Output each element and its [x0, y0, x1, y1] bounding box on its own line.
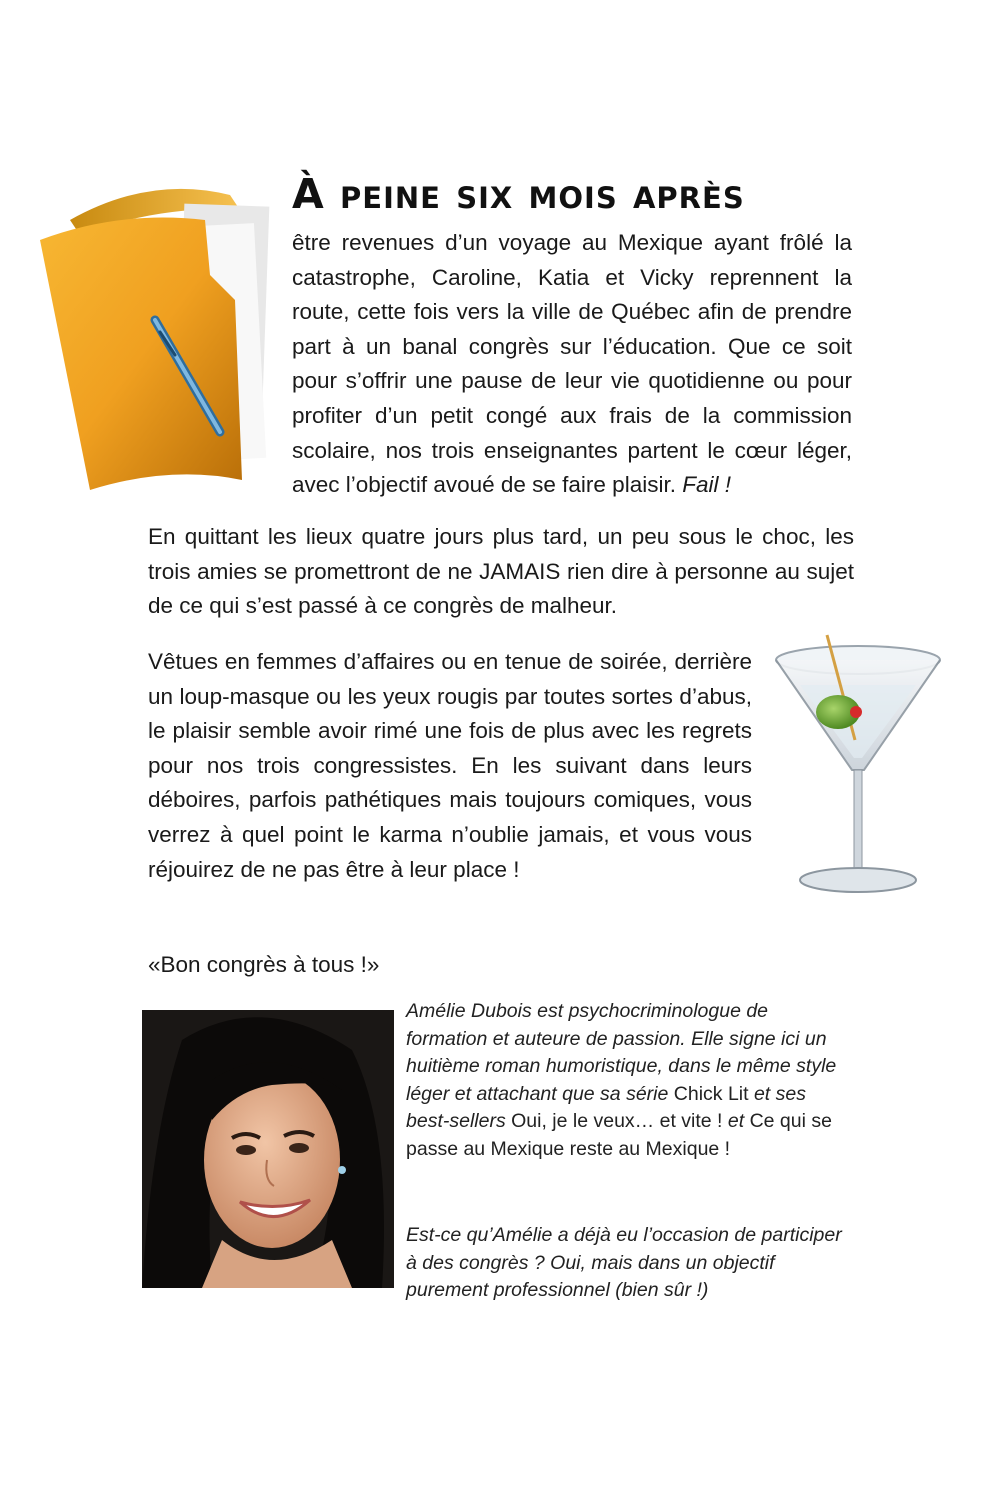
- quote: «Bon congrès à tous !»: [148, 952, 380, 977]
- author-photo: [142, 1010, 394, 1288]
- author-question: Est-ce qu’Amélie a déjà eu l’occasion de participer à des congrès ? Oui, mais dans un objectif purement professionnel (bien sûr !): [406, 1224, 842, 1302]
- martini-glass-icon: [770, 630, 945, 910]
- heading: À peine six mois après: [292, 170, 745, 218]
- author-bio: Amélie Dubois est psychocriminologue de formation et auteure de passion. Elle signe ici un huitième roman humoristique, dans le même style léger et attachant que sa série Chick Lit et ses best-sellers Oui, je le veux… et vite ! et Ce qui se passe au Mexique reste au Mexique !: [406, 1000, 837, 1160]
- paragraph-summary: Vêtues en femmes d’affaires ou en tenue de soirée, derrière un loup-masque ou les yeux rougis par toutes sortes d’abus, le plaisir semble avoir rimé une fois de plus avec les regrets pour nos trois congressistes. En les suivant dans leurs déboires, parfois pathétiques mais toujours comiques, vous verrez à quel point le karma n’oublie jamais, et vous vous réjouirez de ne pas être à leur place !: [148, 649, 752, 882]
- paragraph-intro: être revenues d’un voyage au Mexique ayant frôlé la catastrophe, Caroline, Katia et Vicky reprennent la route, cette fois vers la ville de Québec afin de prendre part à un banal congrès sur l’éducation. Que ce soit pour s’offrir une pause de leur vie quotidienne ou pour profiter d’un petit congé aux frais de la commission scolaire, nos trois enseignantes partent le cœur léger, avec l’objectif avoué de se faire plaisir. Fail !: [292, 230, 852, 498]
- paragraph-aftermath: En quittant les lieux quatre jours plus tard, un peu sous le choc, les trois amies se promettront de ne JAMAIS rien dire à personne au sujet de ce qui s’est passé à ce congrès de malheur.: [148, 524, 854, 619]
- folder-icon: [30, 180, 280, 500]
